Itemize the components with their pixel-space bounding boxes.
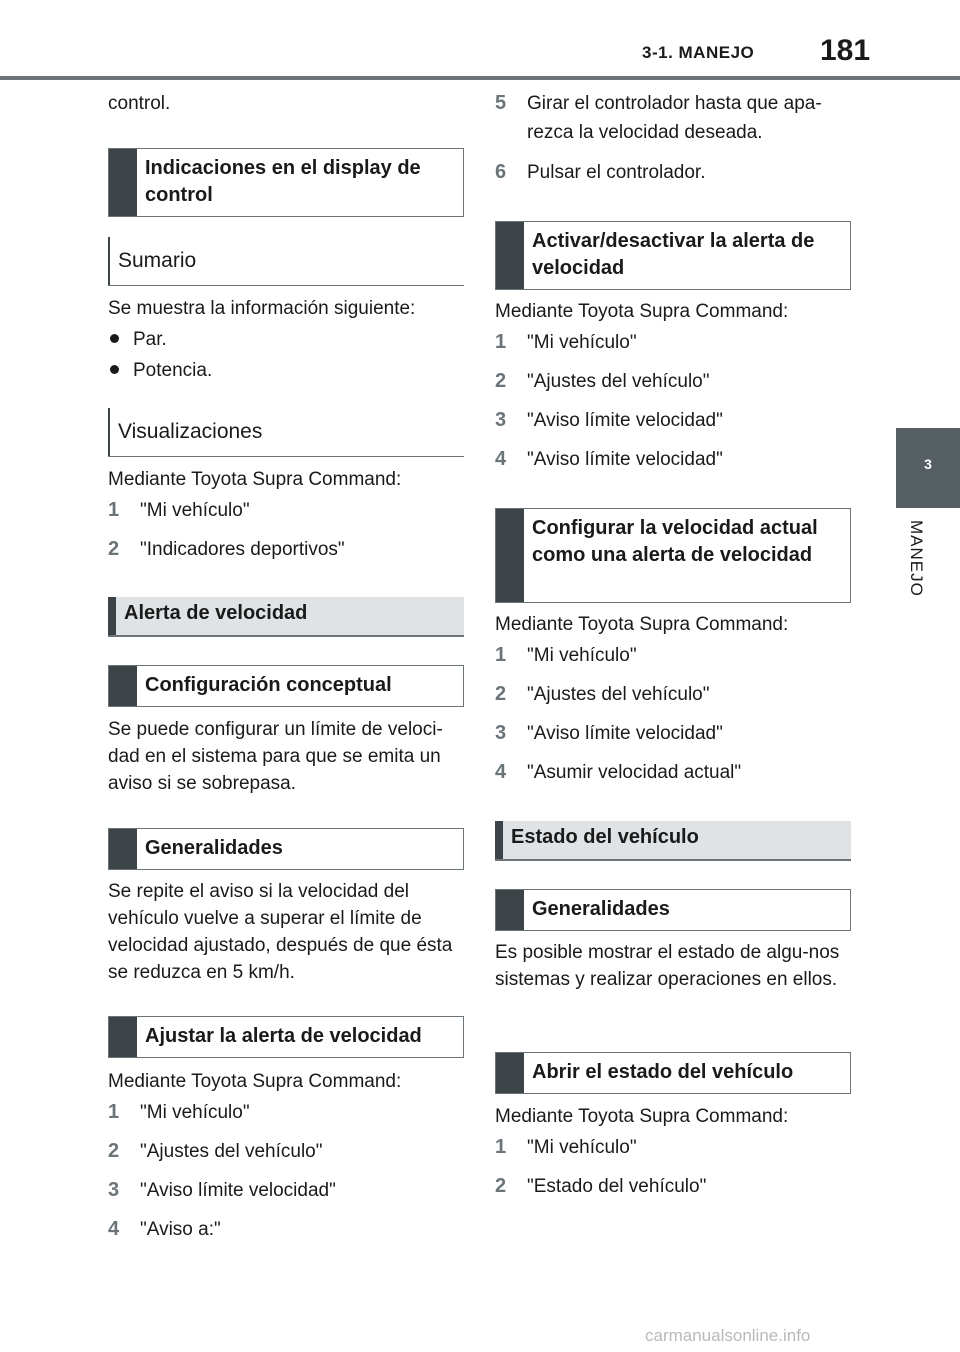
step-text: Girar el controlador hasta que apa- — [527, 93, 822, 114]
section-bar — [495, 821, 503, 859]
step-text: "Aviso límite velocidad" — [527, 449, 723, 470]
command-paragraph: Mediante Toyota Supra Command: — [495, 301, 789, 322]
list-item-text: Potencia. — [133, 360, 213, 381]
step-number: 3 — [495, 722, 507, 744]
section-alerta-velocidad — [108, 597, 464, 637]
heading-bar — [109, 1017, 137, 1057]
step-item — [495, 759, 741, 786]
command-paragraph: Mediante Toyota Supra Command: — [495, 1106, 789, 1127]
chapter-number: 3 — [924, 456, 932, 472]
heading-generalidades — [108, 828, 464, 870]
step-text: "Ajustes del vehículo" — [527, 684, 710, 705]
step-item — [108, 1099, 250, 1126]
step-item — [495, 681, 709, 708]
general-paragraph: Se repite el aviso si la velocidad del vehículo vuelve a superar el límite de velocidad ajustado, después de que ésta se reduzca en 5 km/h. — [108, 881, 453, 983]
heading-text: Abrir el estado del vehículo — [532, 1061, 794, 1083]
step-text: Pulsar el controlador. — [527, 162, 706, 183]
heading-bar — [109, 829, 137, 869]
heading-text: Generalidades — [532, 898, 670, 920]
step-number: 4 — [495, 448, 507, 470]
step-number: 4 — [495, 761, 507, 783]
command-paragraph: Mediante Toyota Supra Command: — [495, 614, 789, 635]
step-number: 3 — [108, 1179, 120, 1201]
heading-text: Configuración conceptual — [145, 674, 392, 696]
page-number: 181 — [820, 34, 871, 67]
subheading-bar — [108, 237, 110, 285]
heading-text: Activar/desactivar la alerta de velocidad — [532, 230, 815, 279]
step-number: 5 — [495, 92, 507, 114]
bullet-icon — [110, 365, 119, 374]
chapter-tab[interactable] — [896, 428, 960, 508]
step-number: 1 — [495, 1136, 507, 1158]
config-paragraph: Se puede configurar un límite de veloci-dad en el sistema para que se emita un aviso si se sobrepasa. — [108, 719, 443, 794]
list-item — [108, 326, 167, 353]
heading-bar — [496, 222, 524, 289]
step-number: 6 — [495, 161, 507, 183]
heading-indicaciones — [108, 148, 464, 217]
step-item — [495, 329, 637, 356]
heading-text: Ajustar la alerta de velocidad — [145, 1025, 422, 1047]
step-item — [495, 720, 723, 747]
subheading-sumario — [108, 237, 464, 286]
step-number: 3 — [495, 409, 507, 431]
list-item — [108, 357, 212, 384]
subheading-text: Sumario — [118, 249, 197, 272]
step-number: 2 — [108, 1140, 120, 1162]
heading-configuracion — [108, 665, 464, 707]
step-text: "Ajustes del vehículo" — [527, 371, 710, 392]
heading-text: Configurar la velocidad actual como una alerta de velocidad — [532, 517, 818, 566]
step-number: 2 — [108, 538, 120, 560]
step-text: "Indicadores deportivos" — [140, 539, 345, 560]
heading-bar — [496, 890, 524, 930]
section-estado-vehiculo — [495, 821, 851, 861]
step-item — [108, 497, 250, 524]
step-text: "Aviso límite velocidad" — [527, 410, 723, 431]
command-paragraph: Mediante Toyota Supra Command: — [108, 1071, 402, 1092]
step-item — [108, 536, 345, 563]
heading-text: Generalidades — [145, 837, 283, 859]
subheading-text: Visualizaciones — [118, 420, 263, 443]
step-text: "Mi vehículo" — [527, 645, 637, 666]
command-paragraph: Mediante Toyota Supra Command: — [108, 469, 402, 490]
step-number: 4 — [108, 1218, 120, 1240]
general-paragraph: Es posible mostrar el estado de algu-nos sistemas y realizar operaciones en ellos. — [495, 942, 840, 990]
step-text: "Asumir velocidad actual" — [527, 762, 742, 783]
heading-bar — [109, 149, 137, 216]
heading-generalidades — [495, 889, 851, 931]
step-text: "Aviso a:" — [140, 1219, 221, 1240]
step-item — [108, 1138, 322, 1165]
step-text-continued: rezca la velocidad deseada. — [527, 122, 763, 143]
heading-activar — [495, 221, 851, 290]
heading-bar — [109, 666, 137, 706]
step-text: "Aviso límite velocidad" — [527, 723, 723, 744]
step-item — [495, 1134, 637, 1161]
step-text: "Mi vehículo" — [140, 500, 250, 521]
subheading-visualizaciones — [108, 408, 464, 457]
step-item — [108, 1216, 221, 1243]
section-reference: 3-1. MANEJO — [642, 43, 755, 62]
section-bar — [108, 597, 116, 635]
step-number: 1 — [108, 1101, 120, 1123]
heading-text: Indicaciones en el display de control — [145, 157, 421, 206]
intro-text: control. — [108, 93, 171, 114]
list-item-text: Par. — [133, 329, 167, 350]
watermark-link[interactable]: carmanualsonline.info — [645, 1326, 811, 1345]
heading-ajustar — [108, 1016, 464, 1058]
step-item — [495, 368, 709, 395]
step-number: 1 — [495, 644, 507, 666]
info-paragraph: Se muestra la información siguiente: — [108, 298, 416, 319]
step-item — [495, 159, 706, 186]
chapter-label-text: MANEJO — [907, 520, 926, 597]
header-rule — [0, 76, 960, 80]
step-item — [495, 407, 723, 434]
step-number: 2 — [495, 370, 507, 392]
section-text: Alerta de velocidad — [124, 602, 308, 624]
step-text: "Aviso límite velocidad" — [140, 1180, 336, 1201]
step-number: 1 — [108, 499, 120, 521]
heading-bar — [496, 1053, 524, 1093]
step-item — [108, 1177, 336, 1204]
step-item — [495, 642, 637, 669]
step-text: "Mi vehículo" — [527, 332, 637, 353]
bullet-icon — [110, 334, 119, 343]
section-text: Estado del vehículo — [511, 826, 699, 848]
heading-abrir — [495, 1052, 851, 1094]
step-item — [495, 90, 822, 117]
heading-bar — [496, 509, 524, 602]
step-text: "Mi vehículo" — [140, 1102, 250, 1123]
step-number: 1 — [495, 331, 507, 353]
subheading-bar — [108, 408, 110, 456]
step-item — [495, 446, 723, 473]
step-number: 2 — [495, 683, 507, 705]
heading-configurar — [495, 508, 851, 603]
step-text: "Ajustes del vehículo" — [140, 1141, 323, 1162]
step-text: "Estado del vehículo" — [527, 1176, 707, 1197]
step-item — [495, 1173, 706, 1200]
step-number: 2 — [495, 1175, 507, 1197]
step-text: "Mi vehículo" — [527, 1137, 637, 1158]
chapter-label — [902, 520, 926, 606]
